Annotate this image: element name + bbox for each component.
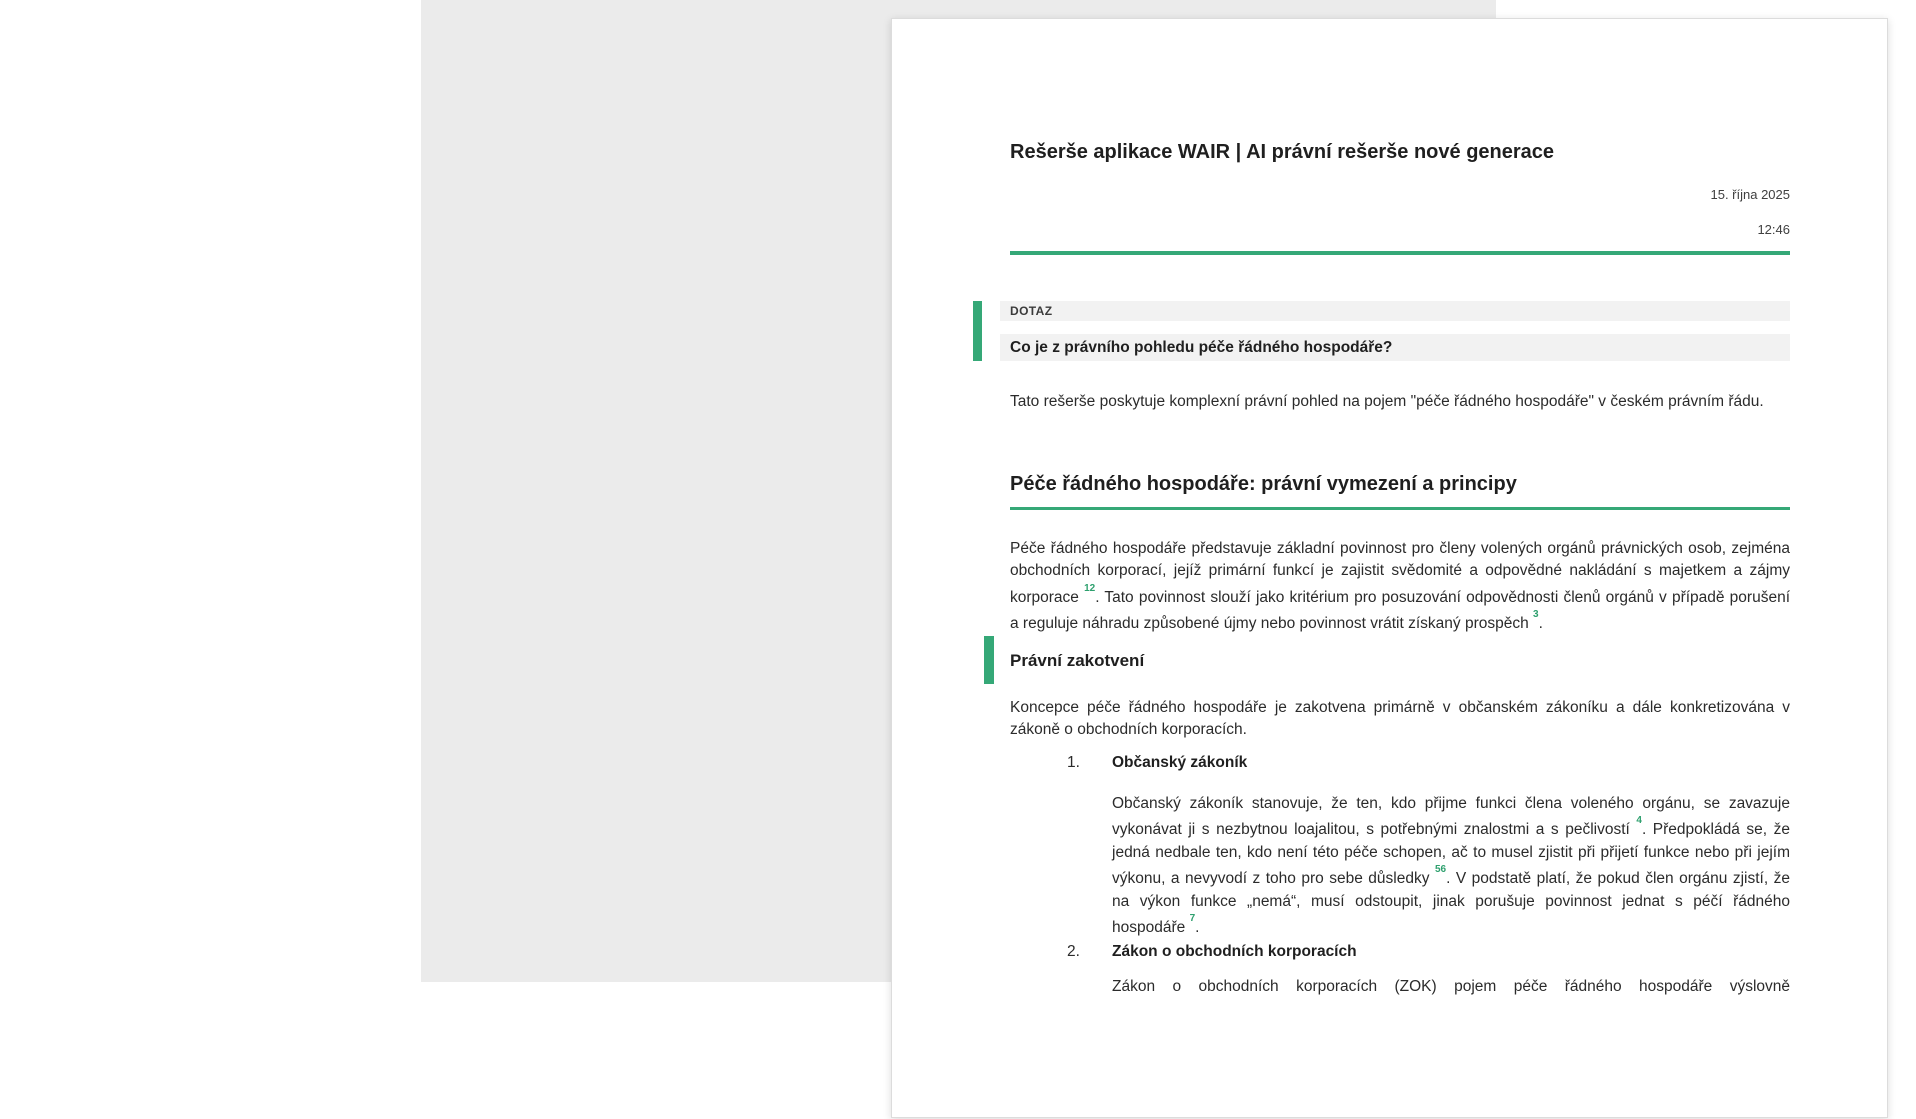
page-content [1010, 19, 1790, 1119]
paragraph-text: . [1195, 919, 1200, 937]
query-block [1010, 301, 1790, 361]
list-item-number: 2. [1067, 943, 1080, 960]
paragraph-text: Péče řádného hospodáře představuje základní povinnost pro členy volených orgánů právnických osob, zejména obchodních korporací, jejíž primární funkcí je zajistit svědomité a odpovědné nakládání s majetkem a zájmy korporace [1010, 540, 1790, 606]
document-page[interactable] [891, 18, 1888, 1118]
query-gap [1010, 321, 1790, 334]
document-time: 12:46 [1757, 222, 1790, 237]
list-item-number: 1. [1067, 754, 1080, 771]
document-canvas [421, 0, 1790, 995]
paragraph-text: . Předpokládá se, že jedná nedbale ten, kdo není této péče schopen, ač to musel zjistit při přijetí funkce nebo při jejím výkonu, a nevyvodí z toho pro sebe důsledky [1112, 821, 1790, 888]
paragraph-text: . Tato povinnost slouží jako kritérium pro posuzování odpovědnosti členů orgánů v případě porušení a reguluje náhradu způsobené újmy nebo povinnost vrátit získaný prospěch [1010, 588, 1790, 633]
list-item-paragraph [1112, 976, 1790, 998]
intro-paragraph: Tato rešerše poskytuje komplexní právní pohled na pojem "péče řádného hospodáře" v českém právním řádu. [1010, 393, 1764, 410]
query-accent-bar [973, 301, 982, 361]
citation-link[interactable]: 3 [1533, 609, 1539, 621]
list-item-title: Zákon o obchodních korporacích [1112, 943, 1357, 960]
section-heading-underline [1010, 507, 1790, 510]
subsection-heading: Právní zakotvení [1010, 651, 1145, 670]
query-question: Co je z právního pohledu péče řádného hospodáře? [1000, 334, 1790, 361]
page-title: Rešerše aplikace WAIR | AI právní rešerše nové generace [1010, 141, 1555, 163]
document-date: 15. října 2025 [1710, 187, 1790, 202]
list-item-paragraph [1112, 793, 1790, 940]
paragraph-text: . [1538, 615, 1543, 633]
subsection-paragraph: Koncepce péče řádného hospodáře je zakotvena primárně v občanském zákoníku a dále konkretizována v zákoně o obchodních korporacích. [1010, 699, 1790, 739]
paragraph-text: Občanský zákoník stanovuje, že ten, kdo přijme funkci člena voleného orgánu, se zavazuje vykonávat ji s nezbytnou loajalitou, s potřebnými znalostmi a s pečlivostí [1112, 795, 1790, 839]
paragraph-text: . V podstatě platí, že pokud člen orgánu zjistí, že na výkon funkce „nemá“, musí odstoupit, jinak porušuje povinnost jednat s péčí řádného hospodáře [1112, 870, 1790, 937]
citation-link[interactable]: 12 [1084, 582, 1096, 594]
title-divider [1010, 251, 1790, 255]
section-heading: Péče řádného hospodáře: právní vymezení a principy [1010, 473, 1517, 495]
citation-link[interactable]: 56 [1434, 864, 1447, 876]
subsection-accent-bar [984, 636, 994, 684]
query-label: DOTAZ [1000, 301, 1790, 321]
citation-link[interactable]: 7 [1189, 913, 1196, 925]
paragraph-text: Zákon o obchodních korporacích (ZOK) pojem péče řádného hospodáře výslovně [1112, 978, 1790, 995]
list-item-title: Občanský zákoník [1112, 754, 1248, 771]
citation-link[interactable]: 4 [1636, 815, 1642, 827]
section-paragraph [1010, 538, 1790, 636]
